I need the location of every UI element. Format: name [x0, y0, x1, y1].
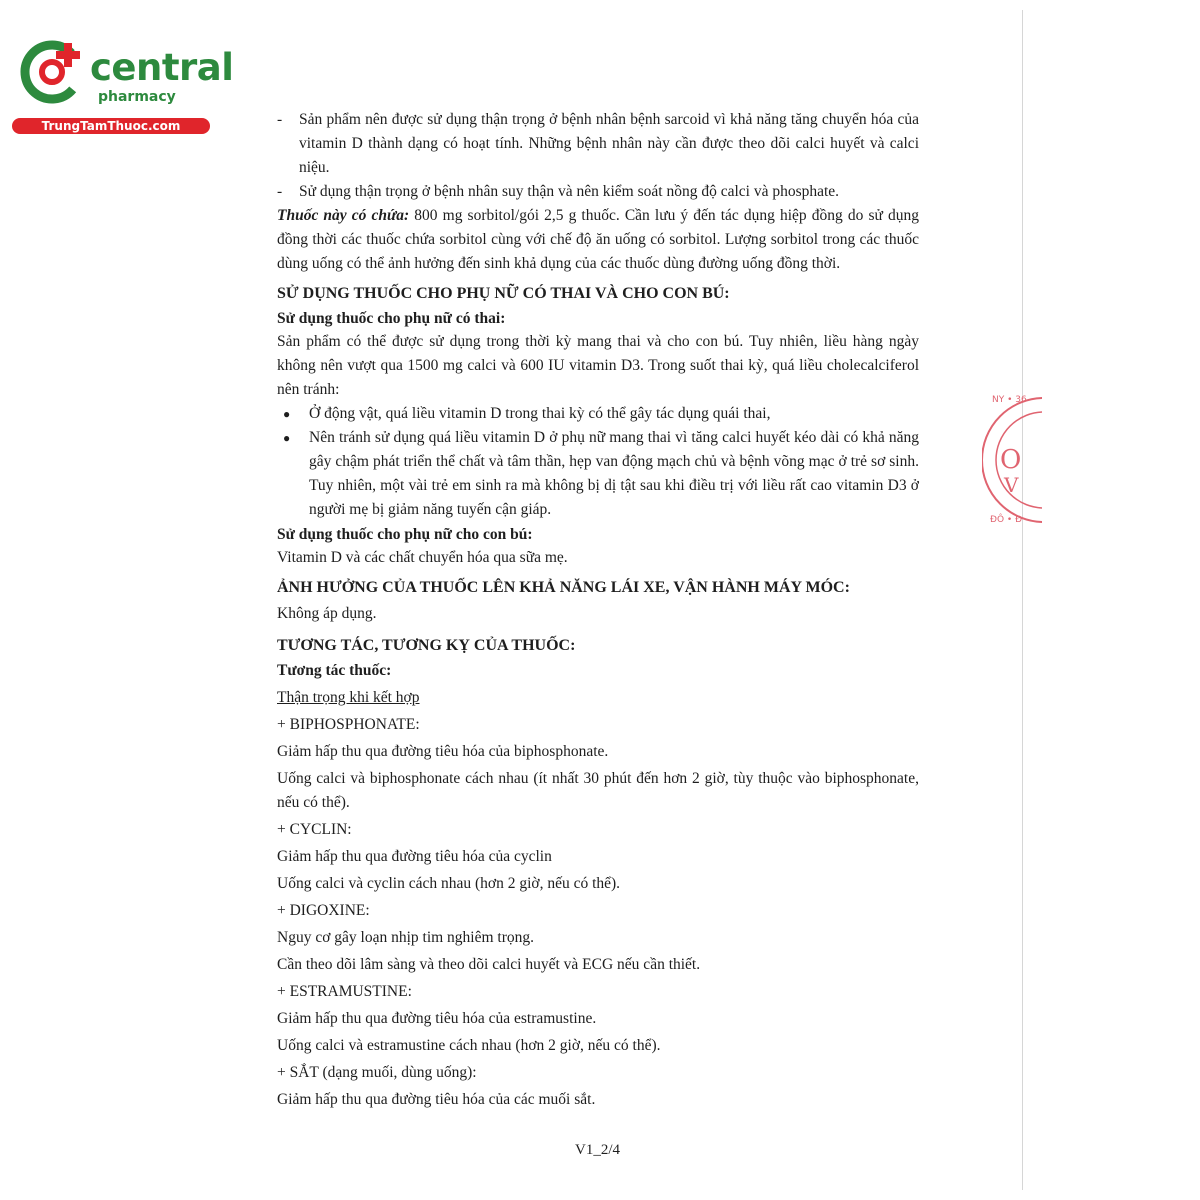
dash-item: - Sản phẩm nên được sử dụng thận trọng ở bệnh nhân bệnh sarcoid vì khả năng tăng chuyển hóa của vitamin D thành dạng có hoạt tính. Những bệnh nhân này cần được theo dõi calci huyết và calci niệu. [277, 108, 919, 180]
subheading-drug-interactions: Tương tác thuốc: [277, 662, 392, 679]
contains-text: 800 mg sorbitol/gói 2,5 g thuốc. Cần lưu ý đến tác dụng hiệp đồng do sử dụng đồng thời các thuốc chứa sorbitol cùng với chế độ ăn uống có sorbitol. Lượng sorbitol trong các thuốc dùng uống có thể ảnh hưởng đến sinh khả dụng của các thuốc dùng đường uống đồng thời. [277, 207, 919, 272]
interaction-line: Uống calci và biphosphonate cách nhau (ít nhất 30 phút đến hơn 2 giờ, tùy thuộc vào biphosphonate, nếu có thể). [277, 770, 919, 811]
interaction-line: Giảm hấp thu qua đường tiêu hóa của estramustine. [277, 1010, 597, 1027]
svg-text:ĐÔ • Đ: ĐÔ • Đ [990, 515, 1023, 525]
section-heading-pregnancy: SỬ DỤNG THUỐC CHO PHỤ NỮ CÓ THAI VÀ CHO CON BÚ: [277, 285, 730, 302]
caution-label: Thận trọng khi kết hợp [277, 689, 420, 706]
interaction-line: + CYCLIN: [277, 821, 352, 838]
contains-label: Thuốc này có chứa: [277, 207, 410, 224]
interaction-line: Giảm hấp thu qua đường tiêu hóa của cyclin [277, 848, 552, 865]
dash-marker: - [277, 183, 283, 200]
interaction-line: Giảm hấp thu qua đường tiêu hóa của các muối sắt. [277, 1091, 596, 1108]
red-seal-stamp-icon [982, 380, 1042, 540]
brand-site-banner: TrungTamThuoc.com [12, 118, 210, 134]
driving-paragraph: Không áp dụng. [277, 605, 377, 622]
interaction-line: + SẮT (dạng muối, dùng uống): [277, 1064, 477, 1081]
page-number: V1_2/4 [575, 1142, 620, 1158]
interaction-line: Uống calci và cyclin cách nhau (hơn 2 giờ, nếu có thể). [277, 875, 621, 892]
brand-subtitle: pharmacy [98, 89, 176, 105]
subheading-pregnant: Sử dụng thuốc cho phụ nữ có thai: [277, 310, 506, 327]
interaction-line: Cần theo dõi lâm sàng và theo dõi calci huyết và ECG nếu cần thiết. [277, 956, 701, 973]
page-edge-divider [1022, 10, 1023, 1190]
svg-text:O: O [1000, 445, 1022, 475]
brand-name: central [90, 46, 234, 89]
dash-item: - Sử dụng thận trọng ở bệnh nhân suy thận và nên kiểm soát nồng độ calci và phosphate. [277, 180, 919, 204]
breastfeeding-paragraph: Vitamin D và các chất chuyển hóa qua sữa mẹ. [277, 549, 568, 566]
section-heading-interactions: TƯƠNG TÁC, TƯƠNG KỴ CỦA THUỐC: [277, 637, 576, 654]
interaction-line: Uống calci và estramustine cách nhau (hơn 2 giờ, nếu có thể). [277, 1037, 661, 1054]
bullet-marker: ● [283, 431, 291, 445]
document-body [277, 108, 919, 1115]
bullet-marker: ● [283, 407, 291, 421]
interaction-line: Giảm hấp thu qua đường tiêu hóa của biphosphonate. [277, 743, 609, 760]
interaction-line: Nguy cơ gây loạn nhịp tim nghiêm trọng. [277, 929, 535, 946]
interaction-line: + BIPHOSPHONATE: [277, 716, 420, 733]
contains-paragraph [277, 204, 919, 276]
subheading-breastfeeding: Sử dụng thuốc cho phụ nữ cho con bú: [277, 526, 533, 543]
pregnant-paragraph: Sản phẩm có thể được sử dụng trong thời kỳ mang thai và cho con bú. Tuy nhiên, liều hàng ngày không nên vượt qua 1500 mg calci và 600 IU vitamin D3. Trong suốt thai kỳ, quá liều cholecalciferol nên tránh: [277, 333, 919, 398]
section-heading-driving: ẢNH HƯỞNG CỦA THUỐC LÊN KHẢ NĂNG LÁI XE, VẬN HÀNH MÁY MÓC: [277, 579, 850, 596]
interaction-line: + DIGOXINE: [277, 902, 370, 919]
svg-text:V: V [1004, 473, 1019, 497]
dash-marker: - [277, 111, 283, 128]
bullet-item: ● Nên tránh sử dụng quá liều vitamin D ở phụ nữ mang thai vì tăng calci huyết kéo dài có khả năng gây chậm phát triển thể chất và tâm thần, hẹp van động mạch chủ và bệnh võng mạc ở trẻ sơ sinh. Tuy nhiên, một vài trẻ em sinh ra mà không bị dị tật sau khi điều trị với liều rất cao vitamin D3 ở người mẹ bị giảm năng tuyến cận giáp. [277, 426, 919, 522]
interaction-line: + ESTRAMUSTINE: [277, 983, 412, 1000]
svg-text:NY • 36: NY • 36 [992, 395, 1027, 405]
bullet-item: ● Ở động vật, quá liều vitamin D trong thai kỳ có thể gây tác dụng quái thai, [277, 402, 919, 426]
